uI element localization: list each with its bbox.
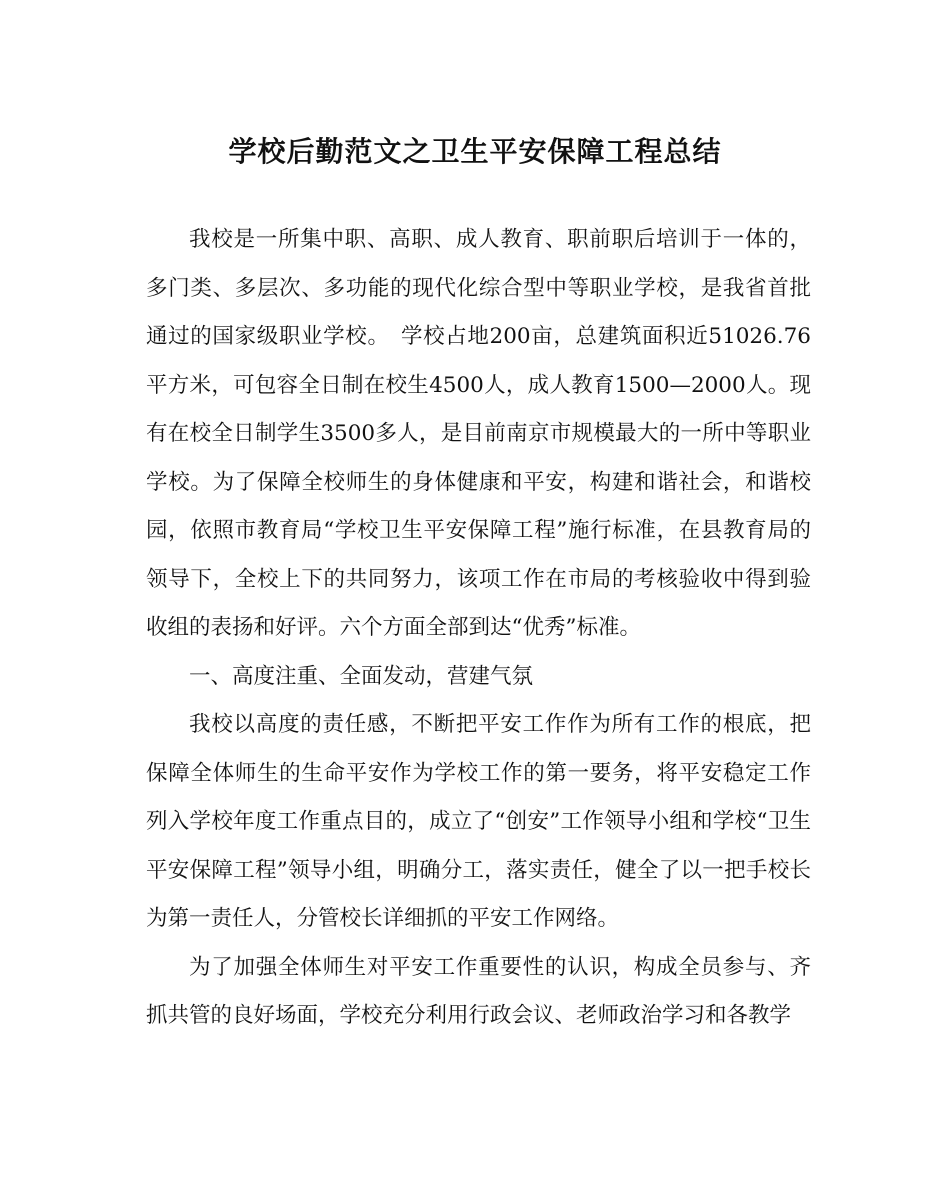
document-body — [146, 216, 811, 1041]
paragraph-responsibility: 我校以高度的责任感，不断把平安工作作为所有工作的根底，把保障全体师生的生命平安作为学校工作的第一要务，将平安稳定工作列入学校年度工作重点目的，成立了“创安”工作领导小组和学校“卫生平安保障工程”领导小组，明确分工，落实责任，健全了以一把手校长为第一责任人，分管校长详细抓的平安工作网络。 — [146, 712, 811, 931]
section-heading-1: 一、高度注重、全面发动，营建气氛 — [189, 663, 534, 689]
document-title: 学校后勤范文之卫生平安保障工程总结 — [228, 135, 722, 168]
paragraph-awareness: 为了加强全体师生对平安工作重要性的认识，构成全员参与、齐抓共管的良好场面，学校充分利用行政会议、老师政治学习和各教学 — [146, 954, 811, 1028]
paragraph-intro: 我校是一所集中职、高职、成人教育、职前职后培训于一体的，多门类、多层次、多功能的现代化综合型中等职业学校，是我省首批通过的国家级职业学校。 学校占地200亩，总建筑面积近51026.76平方米，可包容全日制在校生4500人，成人教育1500—2000人。现有在校全日制学生3500多人，是目前南京市规模最大的一所中等职业学校。为了保障全校师生的身体健康和平安，构建和谐社会，和谐校园，依照市教育局“学校卫生平安保障工程”施行标准，在县教育局的领导下，全校上下的共同努力，该项工作在市局的考核验收中得到验收组的表扬和好评。六个方面全部到达“优秀”标准。 — [146, 227, 811, 640]
